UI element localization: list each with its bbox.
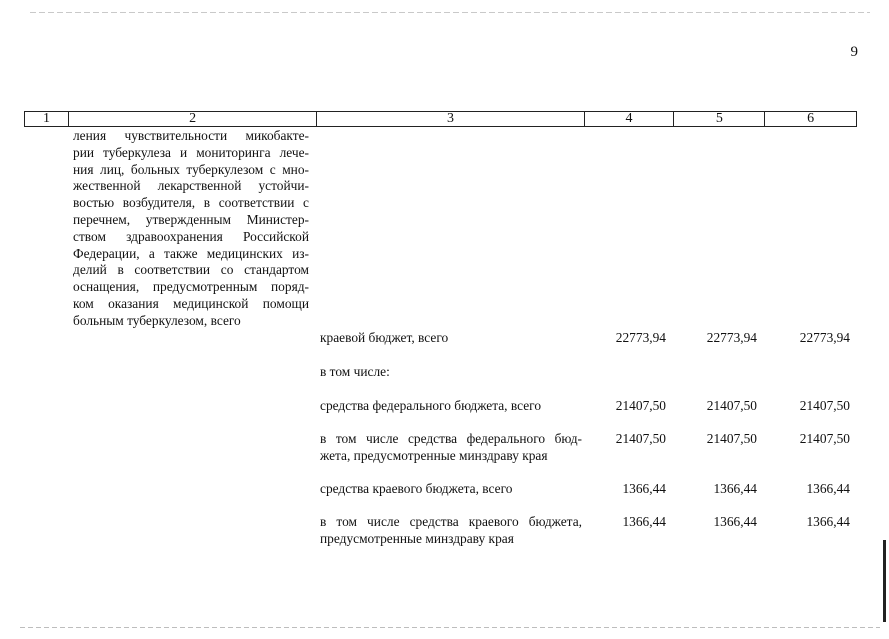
value-col-4: 21407,50 [615, 431, 666, 446]
value-col-6: 1366,44 [806, 481, 850, 496]
value-col-5: 1366,44 [713, 481, 757, 496]
row-label-line: в том числе средства краевого бюджета, [320, 514, 582, 529]
row-label-line: средства краевого бюджета, всего [320, 481, 513, 496]
value-col-4: 1366,44 [622, 481, 666, 496]
value-col-5: 21407,50 [706, 431, 757, 446]
description-line: ления чувствительности микобакте- [73, 128, 309, 143]
column-number-5: 5 [674, 112, 765, 126]
value-col-5: 22773,94 [706, 330, 757, 345]
description-line: больным туберкулезом, всего [73, 312, 241, 328]
page-number: 9 [850, 44, 858, 60]
value-col-4: 22773,94 [615, 330, 666, 345]
value-col-4: 21407,50 [615, 398, 666, 413]
row-label-line: в том числе: [320, 364, 390, 379]
description-line: ком оказания медицинской помощи [73, 295, 309, 311]
value-col-6: 1366,44 [806, 514, 850, 529]
scan-artifact-top [30, 12, 870, 13]
row-label [320, 398, 582, 415]
value-col-6: 21407,50 [799, 398, 850, 413]
activity-description [73, 128, 309, 330]
description-line: делий в соответствии со стандартом [73, 262, 309, 278]
row-label [320, 514, 582, 548]
description-line: Федерации, а также медицинских из- [73, 245, 309, 261]
scan-edge-mark [883, 540, 886, 622]
column-number-1: 1 [25, 112, 69, 126]
row-label-line: предусмотренные минздраву края [320, 530, 514, 546]
value-col-5: 21407,50 [706, 398, 757, 413]
description-line: жественной лекарственной устойчи- [73, 178, 309, 194]
table-column-numbers-row [24, 111, 857, 127]
description-line: оснащения, предусмотренным поряд- [73, 279, 309, 295]
row-label-line: краевой бюджет, всего [320, 330, 449, 345]
value-col-6: 22773,94 [799, 330, 850, 345]
description-line: перечнем, утвержденным Министер- [73, 211, 309, 227]
row-label [320, 481, 582, 498]
column-number-6: 6 [807, 111, 815, 126]
row-label-line: средства федерального бюджета, всего [320, 398, 542, 413]
row-label [320, 431, 582, 465]
column-number-3: 3 [317, 112, 584, 126]
description-line: рии туберкулеза и мониторинга лече- [73, 144, 309, 160]
description-line: ством здравоохранения Российской [73, 228, 309, 244]
row-label-line: в том числе средства федерального бюд- [320, 431, 582, 446]
value-col-4: 1366,44 [622, 514, 666, 529]
description-line: ния лиц, больных туберкулезом с мно- [73, 161, 309, 177]
value-col-5: 1366,44 [713, 514, 757, 529]
scan-artifact-bottom [20, 627, 880, 628]
row-label [320, 330, 582, 347]
value-col-6: 21407,50 [799, 431, 850, 446]
column-number-2: 2 [69, 112, 317, 126]
row-label-line: жета, предусмотренные минздраву края [320, 447, 548, 463]
description-line: востью возбудителя, в соответствии с [73, 195, 309, 211]
row-label [320, 364, 582, 381]
column-number-4: 4 [585, 112, 675, 126]
